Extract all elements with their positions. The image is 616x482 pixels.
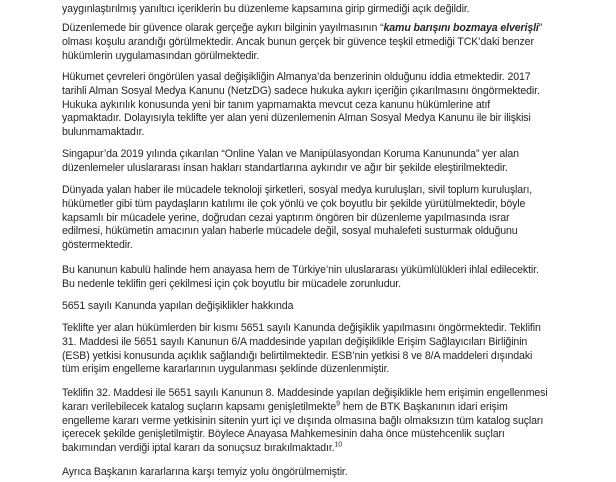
paragraph-germany xyxy=(62,71,594,140)
text-line: 5651 sayılı Kanunda yapılan değişiklikler hakkında xyxy=(62,300,294,312)
paragraph-guarantee xyxy=(62,22,594,63)
text-line: tüm erişim engelleme kararlarının uygulanması şeklinde düzenlenmiştir. xyxy=(62,363,390,376)
text-line: Bu kanunun kabulü halinde hem anayasa hem de Türkiye’nin uluslararası yükümlülükleri ihlal edilecektir. xyxy=(62,264,539,276)
text-line: kapsamlı bir mücadele yerine, doğrudan cezai yaptırım öngören bir düzenleme yapılmasında ısrar xyxy=(62,211,510,224)
text-line: Dünyada yalan haber ile mücadele teknoloji şirketleri, sosyal medya kuruluşları, sivil toplum kuruluşları, xyxy=(62,184,533,196)
text-line: Ayrıca Başkanın kararlarına karşı temyiz yolu öngörülmemiştir. xyxy=(62,466,348,478)
text-line xyxy=(62,401,594,415)
paragraph-acceptance xyxy=(62,264,594,292)
text-run: Düzenlemede bir güvence olarak gerçeğe aykırı bilginin yayılmasının “ xyxy=(62,22,384,34)
section-heading xyxy=(62,300,594,314)
text-line: göstermektedir. xyxy=(62,239,133,252)
paragraph-world xyxy=(62,184,594,253)
paragraph-article-31 xyxy=(62,322,594,377)
text-line: içerecek şekilde genişletilmiştir. Böylece Anayasa Mahkemesinin daha önce müstehcenlik suçları xyxy=(62,428,505,441)
text-line: edilmesi, hükümetin amacının yalan haberle mücadele değil, sosyal muhalefeti susturmak olduğunu xyxy=(62,225,518,238)
text-line xyxy=(62,442,594,456)
footnote-ref[interactable]: 10 xyxy=(334,441,343,449)
paragraph-article-32 xyxy=(62,387,594,456)
paragraph-top-cut xyxy=(62,3,594,17)
text-line: Bu nedenle teklifin geri çekilmesi için çok boyutlu bir mücadele zorunludur. xyxy=(62,277,401,290)
footnote-ref[interactable]: 9 xyxy=(336,400,340,408)
text-line: hükümetler gibi tüm paydaşların katılımı ile çok yönlü ve çok boyutlu bir şekilde yürütülmektedir, böyle xyxy=(62,197,526,210)
text-line: Singapur’da 2019 yılında çıkarılan “Online Yalan ve Manipülasyondan Koruma Kanununda” yer alan xyxy=(62,148,519,160)
text-line: yaygınlaştırılmış yanıltıcı içeriklerin bu düzenleme kapsamına girip girmediği açık değildir. xyxy=(62,2,470,15)
text-line: engelleme kararı verme yetkisinin sitenin yurt içi ve dışında olmasına bağlı olmaksızın tüm katalog suçları xyxy=(62,414,544,427)
text-line: Teklifin 32. Maddesi ile 5651 sayılı Kanunun 8. Maddesinde yapılan değişiklikle hem erişimin engellenmesi xyxy=(62,387,548,399)
text-run: bakımından verdiği iptal kararı da sonuçsuz bırakılmaktadır. xyxy=(62,442,335,455)
text-line: Teklifte yer alan hükümlerden bir kısmı 5651 sayılı Kanunda değişiklik yapılmasını öngörmektedir. Teklifin xyxy=(62,322,541,334)
text-line: düzenlemeler uluslararası insan hakları standartlarına aykırıdır ve ağır bir şekilde eleştirilmektedir. xyxy=(62,161,508,174)
text-line: tarihli Alman Sosyal Medya Kanunu (NetzDG) sadece hukuka aykırı içeriğin çıkarılmasını öngörmektedir. xyxy=(62,84,540,97)
text-line: (ESB) yetkisi konusunda açıklık sağlandığı belirtilmektedir. ESB’nin yetkisi 8 ve 8/A maddeleri dışındaki xyxy=(62,349,533,362)
text-line: 31. Maddesi ile 5651 sayılı Kanunun 6/A maddesinde yapılan değişiklikle Erişim Sağlayıcıları Birliğinin xyxy=(62,335,528,348)
paragraph-appeal xyxy=(62,466,594,480)
text-line xyxy=(62,22,594,36)
text-run: ” xyxy=(538,22,543,34)
text-line: olması koşulu arandığı görülmektedir. Ancak bunun gerçek bir güvence teşkil etmediği TCK’daki benzer xyxy=(62,35,534,48)
paragraph-singapore xyxy=(62,148,594,176)
text-line: Hükumet çevreleri öngörülen yasal değişikliğin Almanya’da benzerinin olduğunu iddia etmektedir. 2017 xyxy=(62,71,531,83)
text-line: bulunmamaktadır. xyxy=(62,126,145,139)
text-line: Hukuka aykırılık konusunda yeni bir tanım yapmamakta mevcut ceza kanunu hükümlerine atıf xyxy=(62,98,491,111)
emphasized-quote: kamu barışını bozmaya elverişli xyxy=(383,22,539,34)
text-run: kararı verilebilecek katalog suçların kapsamı genişletilmekte xyxy=(62,400,337,413)
text-line: yapmaktadır. Dolayısıyla teklifte yer alan yeni düzenlemenin Alman Sosyal Medya Kanunu ile bir ilişkisi xyxy=(62,112,531,125)
text-run: hem de BTK Başkanının idari erişim xyxy=(339,400,508,413)
text-line: hükümlerin uygulamasından görülmektedir. xyxy=(62,49,260,62)
